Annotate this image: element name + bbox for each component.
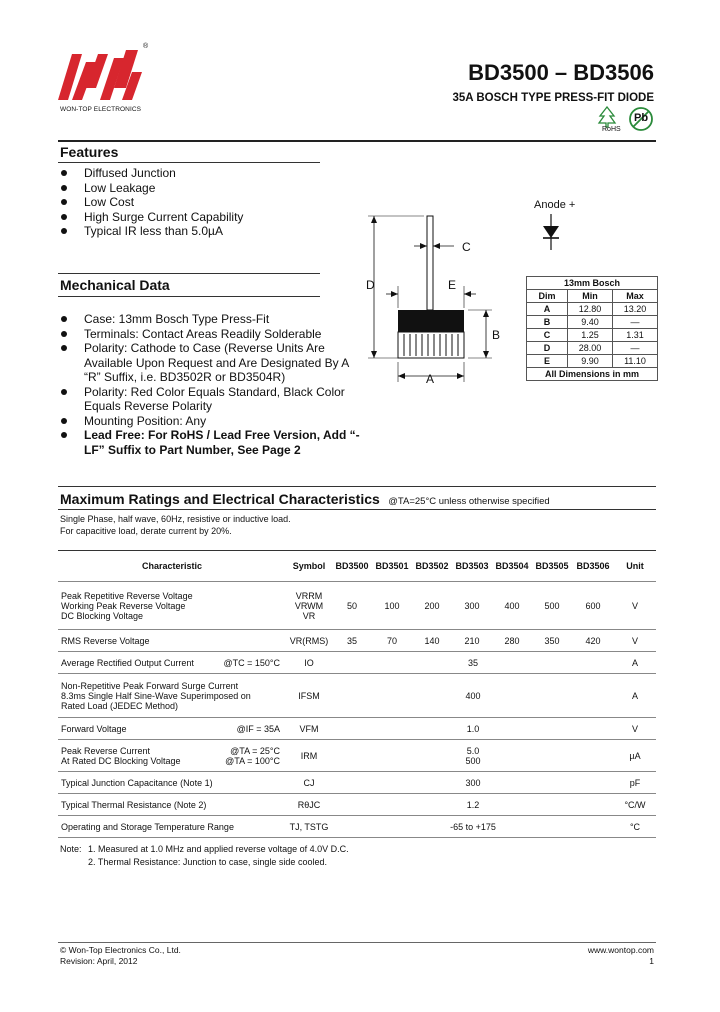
dim-cell: E [527,355,568,368]
mechanical-overline [58,273,320,274]
value-cell: 300 [452,582,492,630]
value-cell: 350 [532,630,572,652]
value-cell: 300 [332,772,614,794]
table-row [58,652,656,674]
col-header: BD3500 [332,551,372,582]
anode-label: Anode + [534,199,576,211]
value-cell: 280 [492,630,532,652]
feature-item: Low Cost [60,195,320,210]
dim-header: Dim [527,290,568,303]
dim-header: Min [568,290,613,303]
mechanical-list [60,312,360,457]
dim-cell: 9.90 [568,355,613,368]
char-cell: Peak Reverse Current At Rated DC Blocking Voltage [58,740,218,772]
value-cell: 420 [572,630,614,652]
note-prefix: Note: [60,844,82,854]
dim-cell: A [527,303,568,316]
mechanical-item: Polarity: Red Color Equals Standard, Black Color Equals Reverse Polarity [60,385,360,414]
col-header: BD3503 [452,551,492,582]
char-cell: Operating and Storage Temperature Range [58,816,286,838]
unit-cell: V [614,630,656,652]
symbol-cell: RθJC [286,794,332,816]
feature-item: High Surge Current Capability [60,210,320,225]
ratings-note-1: Single Phase, half wave, 60Hz, resistive or inductive load. [60,514,291,524]
value-cell: 200 [412,582,452,630]
ratings-underline [58,509,656,510]
table-row [58,772,656,794]
ratings-note-2: For capacitive load, derate current by 20%. [60,526,232,536]
unit-cell: °C [614,816,656,838]
dim-cell: 28.00 [568,342,613,355]
value-cell: 210 [452,630,492,652]
unit-cell: V [614,582,656,630]
char-cell: Forward Voltage [58,718,218,740]
char-cell: Peak Repetitive Reverse Voltage Working Peak Reverse Voltage DC Blocking Voltage [58,582,286,630]
dim-cell: — [613,342,658,355]
value-cell: 400 [492,582,532,630]
symbol-cell: CJ [286,772,332,794]
dim-cell: C [527,329,568,342]
table-row [58,740,656,772]
col-header: BD3501 [372,551,412,582]
condition-cell: @IF = 35A [218,718,286,740]
value-cell: 70 [372,630,412,652]
page-number: 1 [649,956,654,966]
document-subtitle: 35A BOSCH TYPE PRESS-FIT DIODE [452,92,654,104]
dim-cell: 9.40 [568,316,613,329]
lead-free-badge [628,106,654,132]
symbol-cell: IO [286,652,332,674]
dim-label-b: B [492,328,501,342]
value-cell: 1.0 [332,718,614,740]
col-header: BD3505 [532,551,572,582]
table-row [527,342,658,355]
dim-cell: D [527,342,568,355]
col-header: Characteristic [58,551,286,582]
char-cell: RMS Reverse Voltage [58,630,286,652]
dim-label-a: A [426,372,435,386]
unit-cell: µA [614,740,656,772]
header-divider [58,140,656,142]
document-title: BD3500 – BD3506 [468,60,654,85]
condition-cell: @TA = 25°C @TA = 100°C [218,740,286,772]
mechanical-underline [58,296,320,297]
value-cell: 140 [412,630,452,652]
value-cell: 35 [332,630,372,652]
col-header: BD3504 [492,551,532,582]
value-cell: 600 [572,582,614,630]
unit-cell: V [614,718,656,740]
website-link[interactable]: www.wontop.com [587,945,654,955]
ratings-heading-row [60,491,550,509]
dim-label-c: C [462,240,471,254]
ratings-condition: @TA=25°C unless otherwise specified [388,496,550,507]
char-cell: Average Rectified Output Current [58,652,218,674]
feature-item: Diffused Junction [60,166,320,181]
table-row [58,674,656,718]
footer-divider [58,942,656,943]
dim-cell: 11.10 [613,355,658,368]
mechanical-item: Polarity: Cathode to Case (Reverse Units Are Available Upon Request and Are Designated By A “R” Suffix, i.e. BD3502R or BD3504R) [60,341,360,385]
symbol-cell: TJ, TSTG [286,816,332,838]
symbol-cell: VFM [286,718,332,740]
features-heading: Features [60,144,119,160]
mechanical-item: Terminals: Contact Areas Readily Solderable [60,327,360,342]
char-cell: Typical Junction Capacitance (Note 1) [58,772,286,794]
dim-cell: B [527,316,568,329]
company-logo [58,44,154,104]
dim-cell: 12.80 [568,303,613,316]
value-cell: -65 to +175 [332,816,614,838]
package-diagram [358,196,518,392]
symbol-cell: VRRM VRWM VR [286,582,332,630]
revision-text: Revision: April, 2012 [60,956,138,966]
value-cell: 35 [332,652,614,674]
symbol-cell: IFSM [286,674,332,718]
dim-cell: 1.25 [568,329,613,342]
features-underline [58,162,320,163]
unit-cell: °C/W [614,794,656,816]
condition-cell: @TC = 150°C [218,652,286,674]
ratings-overline [58,486,656,487]
mechanical-heading: Mechanical Data [60,277,170,293]
col-header: Symbol [286,551,332,582]
value-cell: 100 [372,582,412,630]
feature-item: Typical IR less than 5.0µA [60,224,320,239]
table-row [527,303,658,316]
symbol-cell: VR(RMS) [286,630,332,652]
dim-header: Max [613,290,658,303]
table-row [527,355,658,368]
mechanical-item: Mounting Position: Any [60,414,360,429]
registered-mark: ® [143,43,149,50]
diode-symbol-icon [540,214,562,250]
rohs-badge [594,106,628,136]
char-cell: Non-Repetitive Peak Forward Surge Current 8.3ms Single Half Sine-Wave Superimposed on Rated Load (JEDEC Method) [58,674,286,718]
value-cell: 5.0 500 [332,740,614,772]
unit-cell: A [614,674,656,718]
value-cell: 500 [532,582,572,630]
unit-cell: pF [614,772,656,794]
pb-label: Pb [634,112,649,124]
dimension-table [526,276,658,381]
note-item: 1. Measured at 1.0 MHz and applied reverse voltage of 4.0V D.C. [88,844,349,854]
dim-label-d: D [366,278,375,292]
copyright-text: © Won-Top Electronics Co., Ltd. [60,945,181,955]
company-name: WON-TOP ELECTRONICS [60,106,142,113]
table-row [58,582,656,630]
dim-label-e: E [448,278,457,292]
dim-table-title: 13mm Bosch [527,277,658,290]
table-row [58,630,656,652]
col-header: BD3506 [572,551,614,582]
col-header: BD3502 [412,551,452,582]
table-row [527,316,658,329]
table-row [527,329,658,342]
value-cell: 1.2 [332,794,614,816]
rohs-label: RoHS [602,126,621,133]
dim-table-footer: All Dimensions in mm [527,368,658,381]
ratings-table [58,550,656,838]
unit-cell: A [614,652,656,674]
mechanical-item: Case: 13mm Bosch Type Press-Fit [60,312,360,327]
symbol-cell: IRM [286,740,332,772]
table-row [58,794,656,816]
char-cell: Typical Thermal Resistance (Note 2) [58,794,286,816]
table-row [58,816,656,838]
value-cell: 50 [332,582,372,630]
dim-cell: — [613,316,658,329]
note-item: 2. Thermal Resistance: Junction to case, single side cooled. [88,857,327,867]
value-cell: 400 [332,674,614,718]
dim-cell: 13.20 [613,303,658,316]
col-header: Unit [614,551,656,582]
ratings-heading: Maximum Ratings and Electrical Characteristics [60,491,380,507]
features-list [60,166,320,239]
table-row [58,718,656,740]
feature-item: Low Leakage [60,181,320,196]
dim-cell: 1.31 [613,329,658,342]
mechanical-item: Lead Free: For RoHS / Lead Free Version, Add “-LF” Suffix to Part Number, See Page 2 [60,428,360,457]
table-header-row [58,551,656,582]
